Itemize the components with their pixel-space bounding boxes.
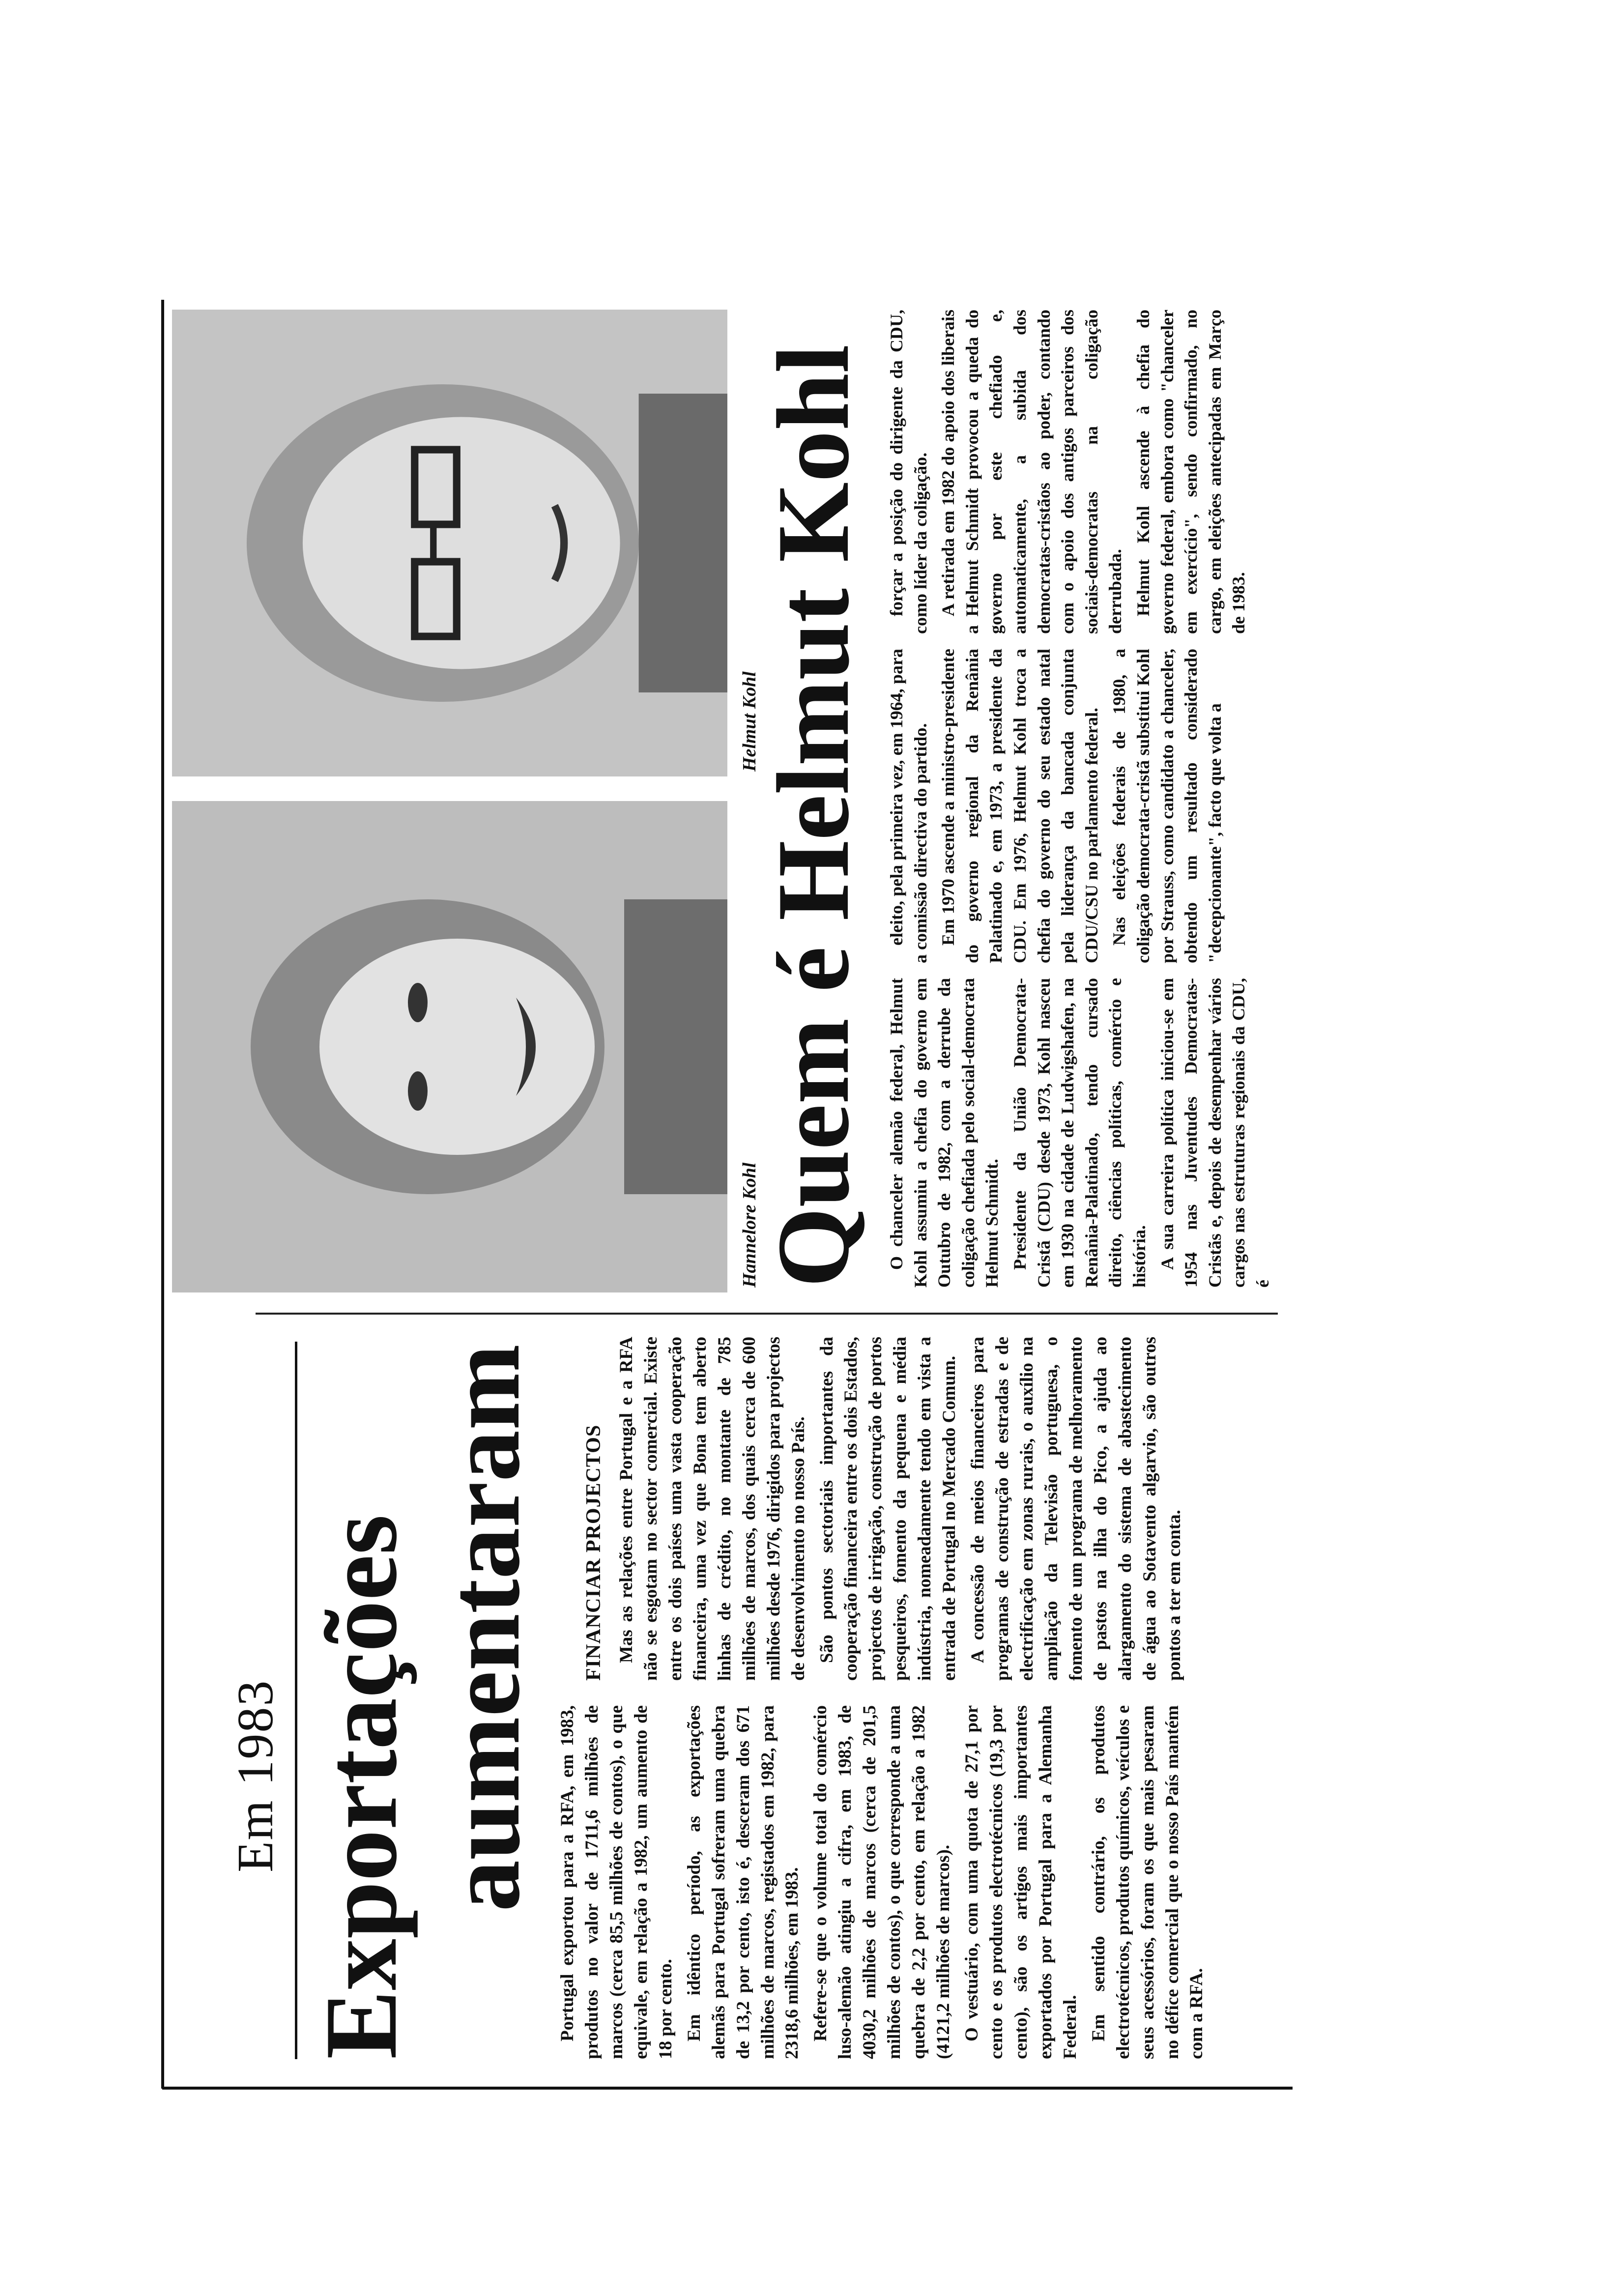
paragraph: O chanceler alemão federal, Helmut Kohl assumiu a chefia do governo em Outubro de 1982, com a derrube da coligação chefiada pelo social-democrata Helmut Schmidt. <box>887 978 1002 1288</box>
paragraph: Nas eleições federais de 1980, a coligação democrata-cristã substitui Kohl por Strauss, como candidato a chanceler, obtendo um resultado considerado "decepcionante", facto que volta a <box>1109 649 1225 963</box>
kicker-rule <box>295 1342 297 2059</box>
article-column-2 <box>885 649 1231 963</box>
article-subhead: FINANCIAR PROJECTOS <box>582 1424 605 1681</box>
photo-hannelore-kohl <box>172 801 727 1292</box>
paragraph: Presidente da União Democrata-Cristã (CDU) desde 1973, Kohl nasceu em 1930 na cidade de Ludwigshafen, na Renânia-Palatinado, tendo cursado direito, ciências políticas, comércio e história. <box>1009 978 1149 1288</box>
article-column-2 <box>614 1337 1191 1681</box>
paragraph: Portugal exportou para a RFA, em 1983, produtos no valor de 1711,6 milhões de marcos (cerca 85,5 milhões de contos), o que equivale, em relação a 1982, um aumento de 18 por cento. <box>557 1705 676 2059</box>
paragraph: São pontos sectoriais importantes da cooperação financeira entre os dois Estados, projectos de irrigação, construção de portos pesqueiros, fomento da pequena e média indústria, nomeadamente tendo em vista a entrada de Portugal no Mercado Comum. <box>816 1337 960 1681</box>
paragraph: A concessão de meios financeiros para programas de construção de estradas e de electrificação em zonas rurais, o auxílio na ampliação da Televisão portuguesa, o fomento de um programa de melhoramento de pastos na ilha do Pico, a ajuda ao alargamento do sistema de abastecimento de água ao Sotavento algarvio, são outros pontos a ter em conta. <box>968 1337 1184 1681</box>
paragraph: A retirada em 1982 do apoio dos liberais a Helmut Schmidt provocou a queda do governo por este chefiado e, automaticamente, a subida dos democratas-cristãos ao poder, contando com o apoio dos antigos parceiros dos sociais-democratas na coligação derrubada. <box>938 310 1125 634</box>
photo-helmut-kohl <box>172 310 727 776</box>
left-border-rule <box>162 2087 1293 2090</box>
column-separator <box>256 1313 1278 1315</box>
article-headline: Quem é Helmut Kohl <box>756 344 870 1288</box>
paragraph: Refere-se que o volume total do comércio luso-alemão atingiu a cifra, em 1983, de 4030,2 milhões de marcos (cerca de 201,5 milhões de contos), o que corresponde a uma quebra de 2,2 por cento, em relação a 1982 (4121,2 milhões de marcos). <box>810 1705 954 2059</box>
newspaper-clipping <box>157 290 1302 2094</box>
article-kicker: Em 1983 <box>227 1679 284 1872</box>
article-headline-line2: aumentaram <box>427 1344 541 1912</box>
article-column-3 <box>885 310 1255 634</box>
paragraph: Mas as relações entre Portugal e a RFA não se esgotam no sector comercial. Existe entre os dois países uma vasta cooperação financeira, uma vez que Bona tem aberto linhas de crédito, no montante de 785 milhões de marcos, dos quais cerca de 600 milhões desde 1976, dirigidos para projectos de desenvolvimento no nosso País. <box>616 1337 808 1681</box>
article-headline-line1: Exportações <box>304 1514 418 2059</box>
paragraph: Em idêntico período, as exportações alemãs para Portugal sofreram uma quebra de 13,2 por cento, isto é, desceram dos 671 milhões de marcos, registados em 1982, para 2318,6 milhões, em 1983. <box>684 1705 803 2059</box>
paragraph: Em 1970 ascende a ministro-presidente do governo regional da Renânia Palatinado e, em 1973, a presidente da CDU. Em 1976, Helmut Kohl troca a chefia do governo do seu estado natal pela liderança da bancada conjunta CDU/CSU no parlamento federal. <box>938 649 1101 963</box>
article-column-1 <box>555 1705 1213 2059</box>
paragraph: Helmut Kohl ascende à chefia do governo federal, embora como "chanceler em exercício", sendo confirmado, no cargo, em eleições antecipadas em Março de 1983. <box>1133 310 1249 634</box>
paragraph: O vestuário, com uma quota de 27,1 por cento e os produtos electrotécnicos (19,3 por cento), são os artigos mais importantes exportados por Portugal para a Alemanha Federal. <box>962 1705 1080 2059</box>
top-border-rule <box>161 300 164 2089</box>
newspaper-clipping-area <box>157 290 1302 2094</box>
photo-caption-hannelore: Hannelore Kohl <box>739 1162 760 1288</box>
paragraph: Em sentido contrário, os produtos electrotécnicos, produtos químicos, veículos e seus acessórios, foram os que mais pesaram no défice comercial que o nosso País mantém com a RFA. <box>1088 1705 1207 2059</box>
paragraph: forçar a posição do dirigente da CDU, como líder da coligação. <box>887 310 930 634</box>
article-exportacoes <box>167 1322 1293 2079</box>
paragraph: eleito, pela primeira vez, em 1964, para a comissão directiva do partido. <box>887 649 930 963</box>
photo-caption-helmut: Helmut Kohl <box>739 671 760 772</box>
paragraph: A sua carreira política iniciou-se em 1954 nas Juventudes Democratas-Cristãs e, depois de desempenhar vários cargos nas estruturas regionais da CDU, é <box>1157 978 1272 1288</box>
article-quem-e-helmut-kohl <box>167 300 1293 1307</box>
article-column-1 <box>885 978 1279 1288</box>
